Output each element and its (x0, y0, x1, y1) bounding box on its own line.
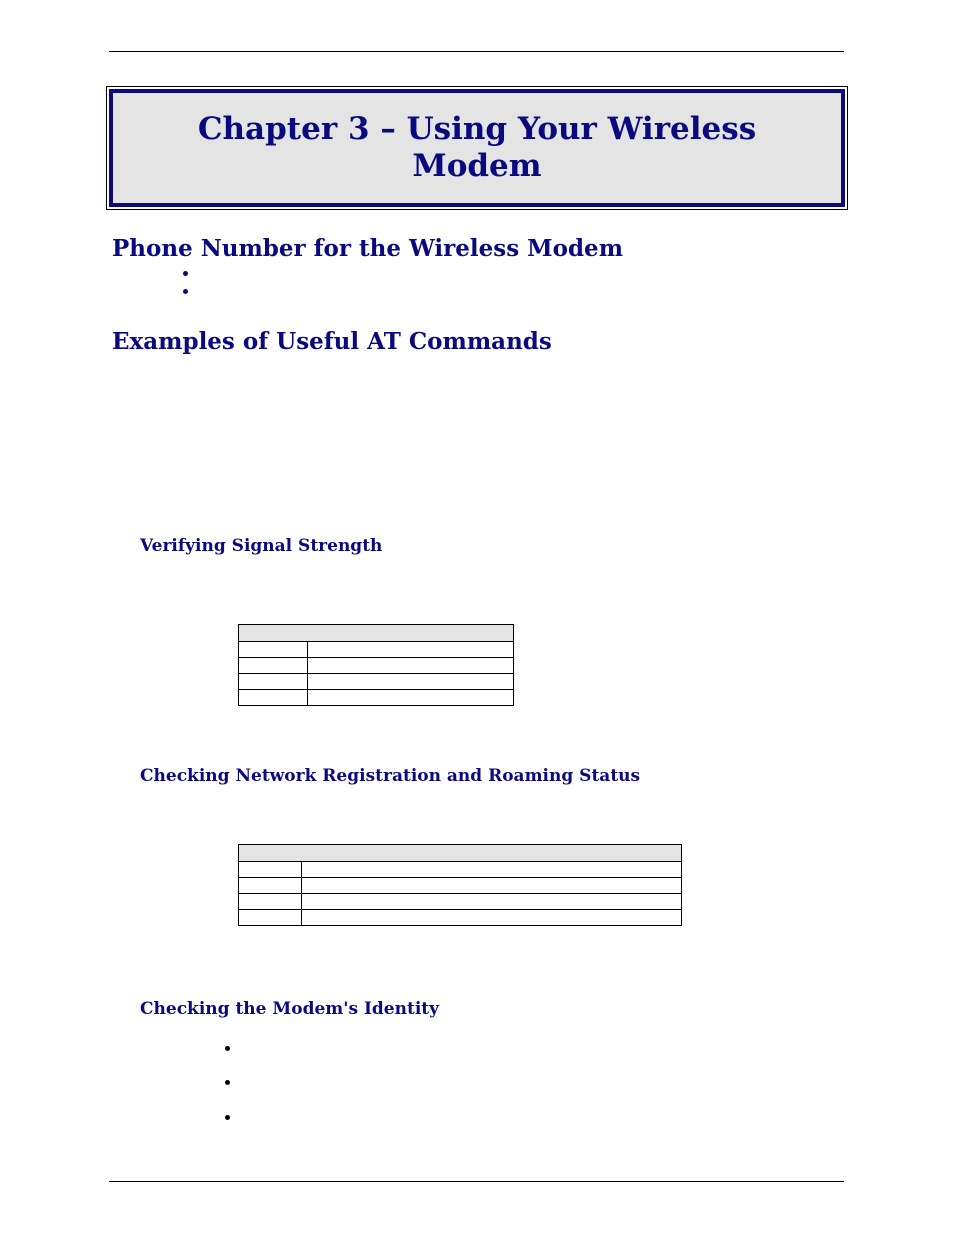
bullet-icon (183, 271, 188, 276)
table-row (239, 658, 514, 674)
chapter-title-panel (109, 89, 845, 207)
table-row (239, 878, 682, 894)
table-row (239, 690, 514, 706)
table-row (239, 862, 682, 878)
bullet-icon (225, 1046, 230, 1051)
chapter-title: Chapter 3 – Using Your Wireless Modem (197, 111, 757, 184)
table-row (239, 894, 682, 910)
bullet-icon (183, 289, 188, 294)
table-header-row (239, 845, 682, 862)
table-row (239, 674, 514, 690)
table-row (239, 910, 682, 926)
bullet-icon (225, 1115, 230, 1120)
phone-number-heading: Phone Number for the Wireless Modem (112, 235, 624, 262)
network-registration-table (238, 844, 682, 926)
table-header-row (239, 625, 514, 642)
network-registration-heading: Checking Network Registration and Roaming Status (140, 766, 641, 786)
header-rule (109, 51, 844, 52)
at-commands-heading: Examples of Useful AT Commands (112, 328, 552, 355)
modem-identity-heading: Checking the Modem's Identity (140, 999, 440, 1019)
table-row (239, 642, 514, 658)
signal-strength-heading: Verifying Signal Strength (140, 536, 383, 556)
signal-strength-table (238, 624, 514, 706)
footer-rule (109, 1181, 844, 1182)
bullet-icon (225, 1080, 230, 1085)
chapter-title-box (106, 86, 848, 210)
